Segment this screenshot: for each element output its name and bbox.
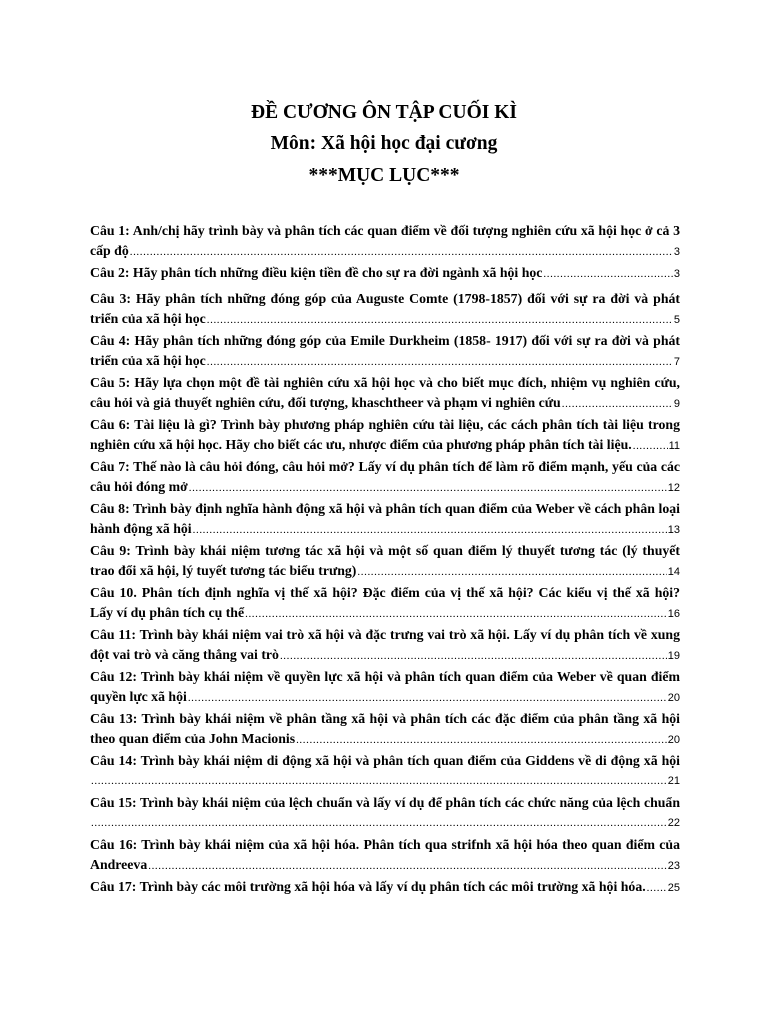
toc-entry-leader-line	[90, 813, 680, 833]
toc-entry-leader-line	[90, 519, 680, 539]
toc-entry[interactable]	[90, 499, 680, 541]
toc-entry-text-line: Câu 6: Tài liệu là gì? Trình bày phương pháp nghiên cứu tài liệu, các cách phân tích tài liệu trong	[90, 417, 680, 432]
toc-page-number: 20	[667, 692, 680, 704]
toc-entry-leader-line	[90, 687, 680, 707]
toc-entry-leader-line	[90, 351, 680, 371]
toc-entry-leader-line	[90, 393, 680, 413]
toc-entry-text-line: cấp độ	[90, 243, 129, 258]
toc-entry-leader-line	[90, 877, 680, 897]
toc-entry-text-line: theo quan điểm của John Macionis	[90, 731, 296, 746]
dot-leader	[91, 771, 667, 791]
toc-entry[interactable]	[90, 751, 680, 793]
toc-entry[interactable]	[90, 709, 680, 751]
toc-entry[interactable]	[90, 877, 680, 903]
toc-entry-text-line: Câu 14: Trình bày khái niệm di động xã hội và phân tích quan điểm của Giddens về di động xã hội	[90, 753, 680, 768]
toc-entry-text-line: Câu 17: Trình bày các môi trường xã hội hóa và lấy ví dụ phân tích các môi trường xã hội hóa.	[90, 879, 646, 894]
toc-entry-text-line: triển của xã hội học	[90, 311, 206, 326]
toc-entry[interactable]	[90, 221, 680, 263]
toc-entry-text-line: Câu 13: Trình bày khái niệm về phân tầng xã hội và phân tích các đặc điểm của phân tầng xã hội	[90, 711, 680, 726]
toc-entry[interactable]	[90, 583, 680, 625]
toc-entry-text-line: Câu 4: Hãy phân tích những đóng góp của Emile Durkheim (1858- 1917) đối với sự ra đời và phát	[90, 333, 680, 348]
toc-entry[interactable]	[90, 415, 680, 457]
dot-leader	[280, 646, 667, 665]
toc-entry[interactable]	[90, 625, 680, 667]
toc-entry-text-line: hành động xã hội	[90, 521, 192, 536]
toc-entry-leader-line	[90, 855, 680, 875]
toc-entry-text-line: Lấy ví dụ phân tích cụ thể	[90, 605, 245, 620]
subject-title: Môn: Xã hội học đại cương	[270, 133, 498, 154]
toc-page-number: 22	[667, 817, 680, 829]
toc-entry-leader-line	[90, 729, 680, 749]
toc-entry[interactable]	[90, 289, 680, 331]
dot-leader	[647, 878, 667, 897]
toc-entry-text-line: đột vai trò và căng thẳng vai trò	[90, 647, 279, 662]
toc-entry-text-line: Câu 11: Trình bày khái niệm vai trò xã hội và đặc trưng vai trò xã hội. Lấy ví dụ phân tích về xung	[90, 627, 680, 642]
toc-entry-text-line: trao đổi xã hội, lý tuyết tương tác biểu trưng)	[90, 563, 357, 578]
toc-page-number: 13	[667, 524, 680, 536]
toc-entry-text-line: Câu 5: Hãy lựa chọn một đề tài nghiên cứu xã hội học và cho biết mục đích, nhiệm vụ nghiên cứu,	[90, 375, 680, 390]
toc-entry-text-line: câu hỏi và giả thuyết nghiên cứu, đối tượng, khaschtheer và phạm vi nghiên cứu	[90, 395, 561, 410]
toc-page-number: 11	[668, 440, 680, 452]
dot-leader	[543, 264, 672, 283]
toc-entry[interactable]	[90, 331, 680, 373]
dot-leader	[245, 604, 667, 623]
toc-entry-text-line: Câu 8: Trình bày định nghĩa hành động xã hội và phân tích quan điểm của Weber về cách phân loại	[90, 501, 680, 516]
toc-page-number: 9	[673, 398, 680, 410]
toc-entry-leader-line	[90, 435, 680, 455]
toc-entry-text-line: nghiên cứu xã hội học. Hãy cho biết các ưu, nhược điểm của phương pháp phân tích tài liệu.	[90, 437, 632, 452]
toc-entry-leader-line	[90, 241, 680, 261]
toc-entry-leader-line	[90, 477, 680, 497]
dot-leader	[189, 478, 667, 497]
dot-leader	[296, 730, 667, 749]
dot-leader	[130, 242, 673, 261]
toc-entry-text-line: Câu 15: Trình bày khái niệm của lệch chuẩn và lấy ví dụ để phân tích các chức năng của lệch chuẩn	[90, 795, 680, 810]
toc-page-number: 3	[673, 246, 680, 258]
toc-entry[interactable]	[90, 373, 680, 415]
toc-page-number: 7	[673, 356, 680, 368]
toc-entry-text-line: triển của xã hội học	[90, 353, 206, 368]
toc-entry[interactable]	[90, 835, 680, 877]
toc-entry-leader-line	[90, 263, 680, 283]
dot-leader	[357, 562, 666, 581]
dot-leader	[193, 520, 667, 539]
dot-leader	[207, 310, 673, 329]
toc-page-number: 21	[667, 775, 680, 787]
toc-page-number: 12	[667, 482, 680, 494]
toc-entry-leader-line	[90, 561, 680, 581]
toc-entry-leader-line	[90, 309, 680, 329]
toc-entry-text-line: Câu 9: Trình bày khái niệm tương tác xã hội và một số quan điểm lý thuyết tương tác (lý thuyết	[90, 543, 680, 558]
toc-entry-text-line: Câu 7: Thế nào là câu hỏi đóng, câu hỏi mở? Lấy ví dụ phân tích để làm rõ điểm mạnh, yếu của các	[90, 459, 680, 474]
toc-entry-text-line: Câu 10. Phân tích định nghĩa vị thế xã hội? Đặc điểm của vị thế xã hội? Các kiểu vị thế xã hội?	[90, 585, 680, 600]
toc-entry-text-line: Câu 12: Trình bày khái niệm về quyền lực xã hội và phân tích quan điểm của Weber về quan điểm	[90, 669, 680, 684]
toc-entry-leader-line	[90, 771, 680, 791]
toc-entry[interactable]	[90, 667, 680, 709]
toc-page-number: 25	[667, 882, 680, 894]
toc-entry[interactable]	[90, 541, 680, 583]
toc-entry-leader-line	[90, 603, 680, 623]
toc-page-number: 5	[673, 314, 680, 326]
dot-leader	[562, 394, 673, 413]
toc-page-number: 19	[667, 650, 680, 662]
dot-leader	[148, 856, 667, 875]
toc-title: ***MỤC LỤC***	[308, 165, 460, 186]
document-title: ĐỀ CƯƠNG ÔN TẬP CUỐI KÌ	[251, 102, 517, 123]
dot-leader	[188, 688, 667, 707]
toc-entry-text-line: câu hỏi đóng mở	[90, 479, 188, 494]
toc-page-number: 3	[673, 268, 680, 280]
toc-entry-text-line: Câu 3: Hãy phân tích những đóng góp của Auguste Comte (1798-1857) đối với sự ra đời và phát	[90, 291, 680, 306]
dot-leader	[91, 813, 667, 833]
toc-entry-text-line: Câu 1: Anh/chị hãy trình bày và phân tích các quan điểm về đối tượng nghiên cứu xã hội học ở cả 3	[90, 223, 680, 238]
table-of-contents	[90, 221, 680, 903]
toc-entry-text-line: Andreeva	[90, 857, 148, 872]
toc-entry[interactable]	[90, 263, 680, 289]
dot-leader	[633, 436, 668, 455]
toc-entry[interactable]	[90, 457, 680, 499]
toc-entry[interactable]	[90, 793, 680, 835]
dot-leader	[207, 352, 673, 371]
toc-entry-text-line: quyền lực xã hội	[90, 689, 187, 704]
toc-entry-text-line: Câu 16: Trình bày khái niệm của xã hội hóa. Phân tích qua strifnh xã hội hóa theo quan điểm của	[90, 837, 680, 852]
toc-page-number: 20	[667, 734, 680, 746]
toc-entry-text-line: Câu 2: Hãy phân tích những điều kiện tiền đề cho sự ra đời ngành xã hội học	[90, 265, 543, 280]
toc-page-number: 16	[667, 608, 680, 620]
toc-entry-leader-line	[90, 645, 680, 665]
toc-page-number: 23	[667, 860, 680, 872]
toc-page-number: 14	[667, 566, 680, 578]
